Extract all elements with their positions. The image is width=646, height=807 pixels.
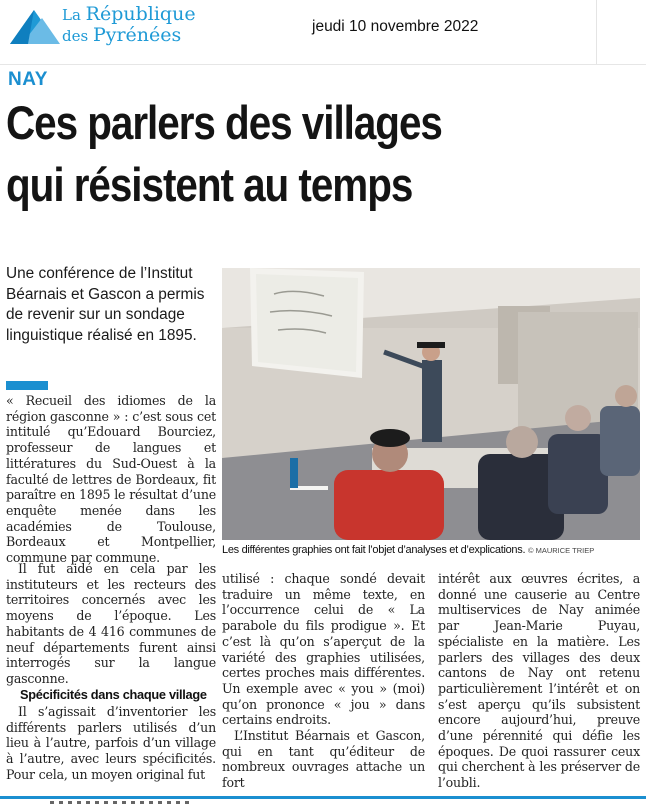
article-paragraph-2: Il fut aidé en cela par les instituteurs et les recteurs des territoires concernés avec les moyens de l’époque. Les habitants de 4 416 communes de neuf départements furent ainsi interrogés sur la langue gasconne. bbox=[6, 561, 216, 686]
logo-text-line1: La République bbox=[62, 3, 196, 25]
article-column-2: utilisé : chaque sondé devait traduire un même texte, en l’occurrence celui de « La parabole du fils prodigue ». Et c’est là qu’on s’aperçut de la variété des graphies utilisées, certes proches mais différentes. Un exemple avec « you » (moi) qu’on prononce « jou » dans certains endroits. L’Institut Béarnais et Gascon, qui en tant qu’éditeur de nombreux ouvrages attache un fort bbox=[222, 571, 425, 791]
conference-photo-illustration bbox=[222, 268, 640, 540]
headline bbox=[6, 92, 548, 216]
article-photo bbox=[222, 268, 640, 540]
article-subheading: Spécificités dans chaque village bbox=[20, 687, 207, 702]
article-paragraph-1: « Recueil des idiomes de la région gasconne » : c’est sous cet intitulé qu’Edouard Bourciez, professeur de langues et littératures du Sud-Ouest à la faculté de lettres de Bordeaux, fit paraître en 1895 le résultat d’une enquête menée dans les académies de Toulouse, Bordeaux et Montpellier, commune par commune. bbox=[6, 393, 216, 566]
headline-line-2: qui résistent au temps bbox=[6, 158, 413, 211]
rubric-label: NAY bbox=[8, 69, 48, 90]
header-divider bbox=[596, 0, 597, 64]
photo-caption: Les différentes graphies ont fait l’objet d’analyses et d’explications. © MAURICE TRIEP bbox=[222, 544, 595, 556]
accent-bar bbox=[6, 381, 48, 390]
footer-rule bbox=[0, 796, 646, 799]
logo-text-line2: des Pyrénées bbox=[62, 24, 182, 46]
headline-line-1: Ces parlers des villages bbox=[6, 96, 442, 149]
photo-credit: © MAURICE TRIEP bbox=[527, 546, 595, 555]
publication-date: jeudi 10 novembre 2022 bbox=[312, 18, 479, 35]
article-column-3: intérêt aux œuvres écrites, a donné une causerie au Centre multiservices de Nay animée par Jean-Marie Puyau, spécialiste en la matière. Les parlers des villages des deux cantons de Nay ont retenu particulièrement l’intérêt et on s’est aperçu qu’ils subsistent encore aujourd’hui, preuve d’une pérennité qui défie les époques. De quoi rassurer ceux qui cherchent à les préserver de l’oubli. bbox=[438, 571, 640, 791]
article-paragraph-3: Il s’agissait d’inventorier les différents parlers utilisés d’un lieu à l’autre, parfois d’un village à l’autre, avec leurs spécificités. Pour cela, un moyen original fut bbox=[6, 704, 216, 782]
mountain-logo-icon bbox=[8, 6, 62, 46]
masthead bbox=[0, 0, 646, 65]
article-lead: Une conférence de l’Institut Béarnais et Gascon a permis de revenir sur un sondage linguistique réalisé en 1895. bbox=[6, 265, 205, 344]
footer-dots bbox=[50, 801, 190, 804]
